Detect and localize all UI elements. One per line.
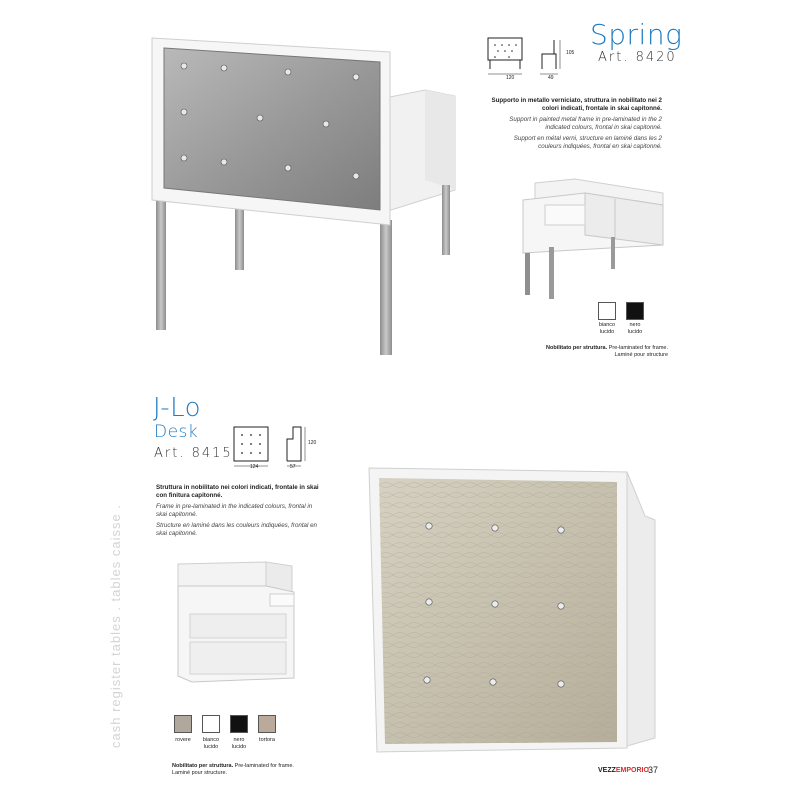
spring-art-number: Art. 8420 xyxy=(598,50,677,65)
spring-description xyxy=(490,97,662,151)
jlo-swatch-label: nero lucido xyxy=(231,737,247,750)
jlo-swatch-rovere xyxy=(174,715,192,733)
jlo-material-note: Nobilitato per struttura. Pre-laminated for frame. Laminé pour structure. xyxy=(172,763,294,776)
jlo-width-dim: 124 xyxy=(250,464,259,470)
jlo-description xyxy=(156,484,324,538)
jlo-side-dimension-drawing xyxy=(283,425,311,471)
spring-desc-it: Supporto in metallo verniciato, struttura in nobilitato nei 2 colori indicati, frontale in skai capitonné. xyxy=(491,97,662,112)
spring-desc-fr: Support en métal verni, structure en laminé dans les 2 couleurs indiquées, frontal en skai capitonné. xyxy=(513,135,662,150)
jlo-height-dim: 120 xyxy=(308,440,317,446)
spring-swatch-bianco xyxy=(598,302,616,320)
jlo-desc-it: Struttura in nobilitato nei colori indicati, frontale in skai con finitura capitonné. xyxy=(156,484,319,499)
spring-swatch-nero xyxy=(626,302,644,320)
jlo-depth-dim: 57 xyxy=(290,464,296,470)
spring-desc-en: Support in painted metal frame in pre-laminated in the 2 indicated colours, frontal in skai capitonné. xyxy=(509,116,662,131)
jlo-title: J-Lo xyxy=(153,393,202,423)
jlo-swatch-label: rovere xyxy=(175,737,191,743)
jlo-swatch-label: tortora xyxy=(259,737,275,743)
spring-material-note: Nobilitato per struttura. Pre-laminated for frame. Laminé pour structure xyxy=(546,345,668,358)
spring-title: Spring xyxy=(590,18,683,51)
spring-swatch-label: bianco lucido xyxy=(598,322,616,335)
jlo-white-variant-photo xyxy=(170,558,310,688)
jlo-desc-en: Frame in pre-laminated in the indicated colours, frontal in skai capitonné. xyxy=(156,503,313,518)
jlo-art-number: Art. 8415 xyxy=(154,446,233,461)
spring-product-photo xyxy=(140,30,470,360)
jlo-swatch-tortora xyxy=(258,715,276,733)
jlo-swatch-nero xyxy=(230,715,248,733)
spring-depth-dim: 49 xyxy=(548,75,554,81)
spring-height-dim: 105 xyxy=(566,50,575,56)
jlo-product-photo xyxy=(365,460,665,760)
spring-swatch-label: nero lucido xyxy=(627,322,643,335)
jlo-swatch-bianco xyxy=(202,715,220,733)
sidebar-category-text: cash register tables . tables caisse . xyxy=(108,504,123,748)
spring-width-dim: 120 xyxy=(506,75,515,81)
page-number: 37 xyxy=(648,765,659,775)
jlo-desc-fr: Structure en laminé dans les couleurs indiquées, frontal en skai capitonné. xyxy=(156,522,317,537)
brand-logo: VEZZEMPORIO xyxy=(598,767,649,774)
jlo-swatch-label: bianco lucido xyxy=(202,737,220,750)
jlo-subtitle: Desk xyxy=(154,422,199,442)
spring-white-variant-photo xyxy=(515,175,665,305)
